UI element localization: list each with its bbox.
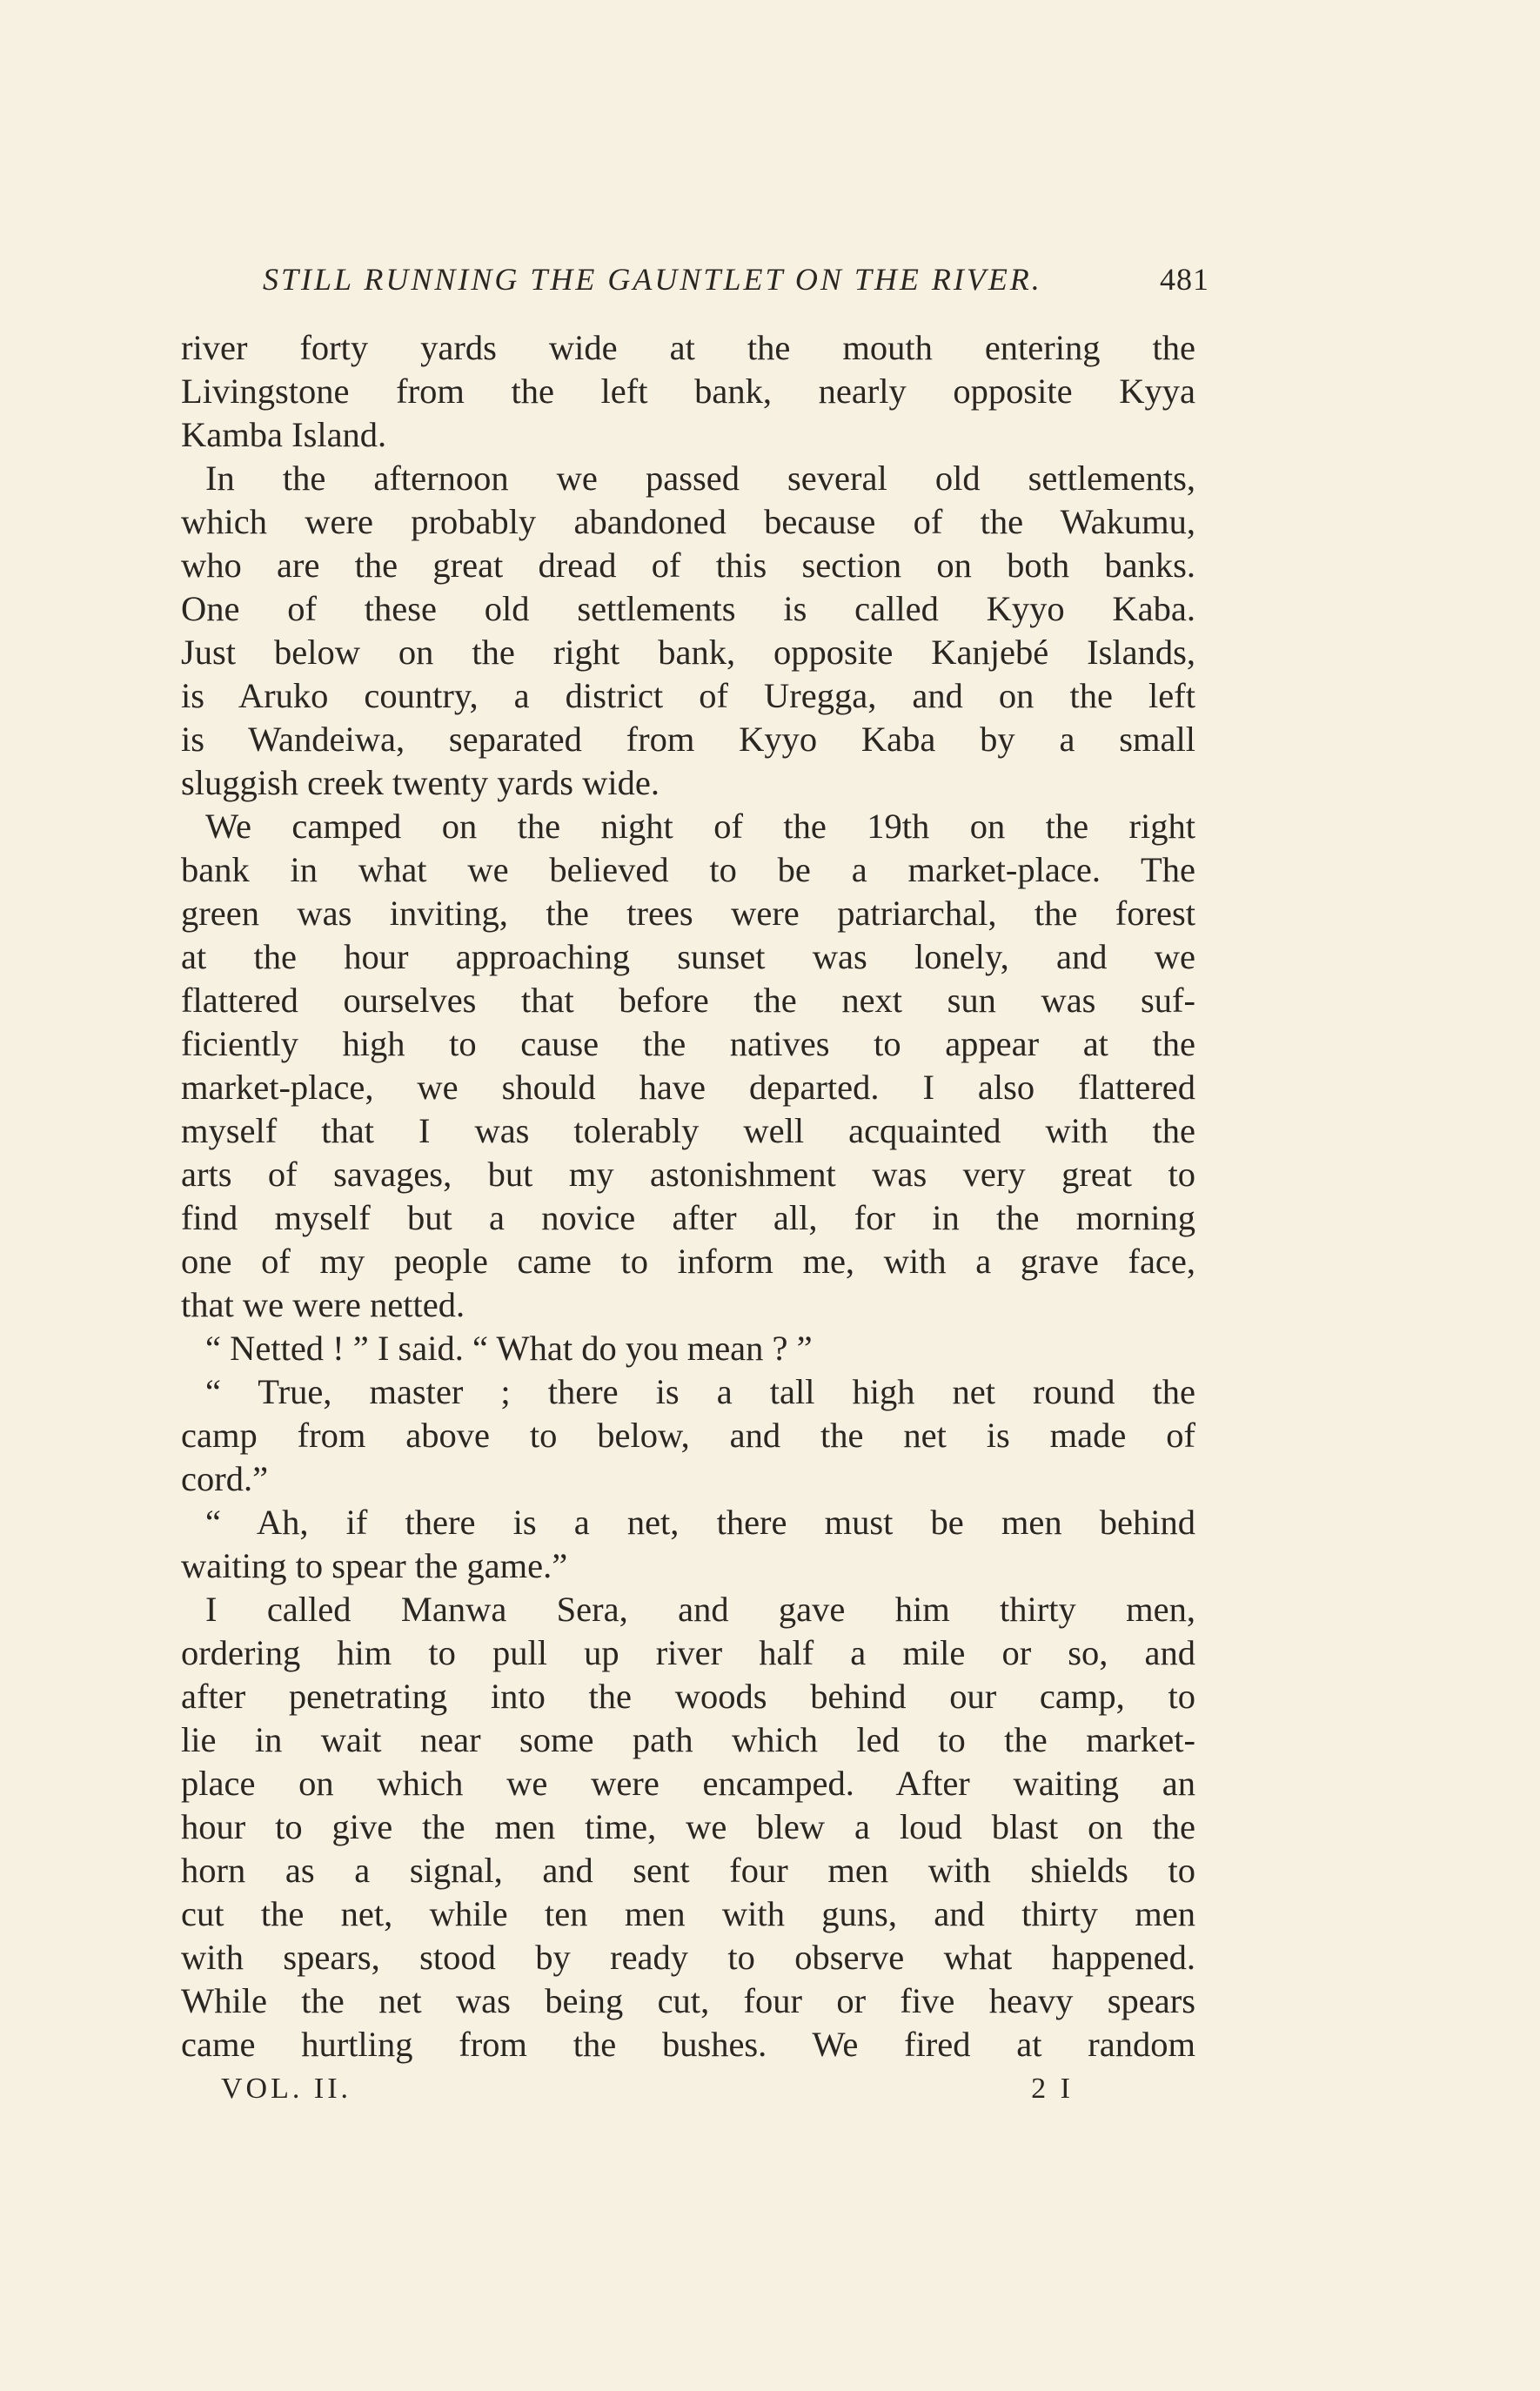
text-line: Kamba Island. <box>181 415 387 454</box>
text-line: We camped on the night of the 19th on the right <box>205 807 1195 846</box>
text-line: lie in wait near some path which led to the market- <box>181 1720 1195 1759</box>
text-line: came hurtling from the bushes. We fired at random <box>181 2025 1195 2064</box>
text-line: cut the net, while ten men with guns, and thirty men <box>181 1894 1195 1933</box>
text-line: sluggish creek twenty yards wide. <box>181 763 660 802</box>
text-line: “ True, master ; there is a tall high net round the <box>205 1372 1195 1411</box>
text-line: find myself but a novice after all, for in the morning <box>181 1198 1195 1237</box>
text-line: which were probably abandoned because of the Wakumu, <box>181 502 1195 541</box>
text-line: is Wandeiwa, separated from Kyyo Kaba by a small <box>181 720 1195 759</box>
text-line: hour to give the men time, we blew a loud blast on the <box>181 1807 1195 1846</box>
text-line: flattered ourselves that before the next sun was suf- <box>181 981 1195 1020</box>
text-line: one of my people came to inform me, with a grave face, <box>181 1242 1195 1281</box>
text-line: “ Ah, if there is a net, there must be men behind <box>205 1503 1195 1542</box>
text-line: who are the great dread of this section on both banks. <box>181 546 1195 585</box>
text-line: horn as a signal, and sent four men with shields to <box>181 1851 1195 1890</box>
page-footer <box>221 2073 1074 2116</box>
text-line: While the net was being cut, four or five heavy spears <box>181 1981 1195 2020</box>
page-number: 481 <box>1160 262 1209 297</box>
text-line: camp from above to below, and the net is made of <box>181 1416 1195 1455</box>
text-line: river forty yards wide at the mouth entering the <box>181 328 1195 367</box>
signature-mark: 2 I <box>1031 2073 1074 2105</box>
text-line: cord.” <box>181 1459 269 1498</box>
text-line: place on which we were encamped. After waiting an <box>181 1764 1195 1803</box>
text-line: “ Netted ! ” I said. “ What do you mean ? ” <box>205 1329 813 1368</box>
body-text <box>181 326 1195 2066</box>
text-line: with spears, stood by ready to observe what happened. <box>181 1938 1195 1977</box>
text-line: is Aruko country, a district of Uregga, and on the left <box>181 676 1195 715</box>
volume-label: VOL. II. <box>221 2073 352 2105</box>
text-line: after penetrating into the woods behind our camp, to <box>181 1677 1195 1716</box>
text-line: bank in what we believed to be a market-place. The <box>181 850 1195 889</box>
text-line: Livingstone from the left bank, nearly opposite Kyya <box>181 372 1195 411</box>
text-line: market-place, we should have departed. I also flattered <box>181 1068 1195 1107</box>
text-line: that we were netted. <box>181 1285 465 1324</box>
text-line: at the hour approaching sunset was lonely, and we <box>181 937 1195 976</box>
running-title: STILL RUNNING THE GAUNTLET ON THE RIVER. <box>263 262 1042 297</box>
text-line: ordering him to pull up river half a mile or so, and <box>181 1633 1195 1672</box>
page-header <box>263 261 1209 305</box>
text-line: arts of savages, but my astonishment was very great to <box>181 1155 1195 1194</box>
text-line: ficiently high to cause the natives to appear at the <box>181 1024 1195 1063</box>
text-line: Just below on the right bank, opposite Kanjebé Islands, <box>181 633 1195 672</box>
text-line: In the afternoon we passed several old settlements, <box>205 459 1195 498</box>
text-line: myself that I was tolerably well acquainted with the <box>181 1111 1195 1150</box>
text-line: green was inviting, the trees were patriarchal, the forest <box>181 894 1195 933</box>
text-line: I called Manwa Sera, and gave him thirty men, <box>205 1590 1195 1629</box>
text-line: One of these old settlements is called Kyyo Kaba. <box>181 589 1195 628</box>
text-line: waiting to spear the game.” <box>181 1546 568 1585</box>
